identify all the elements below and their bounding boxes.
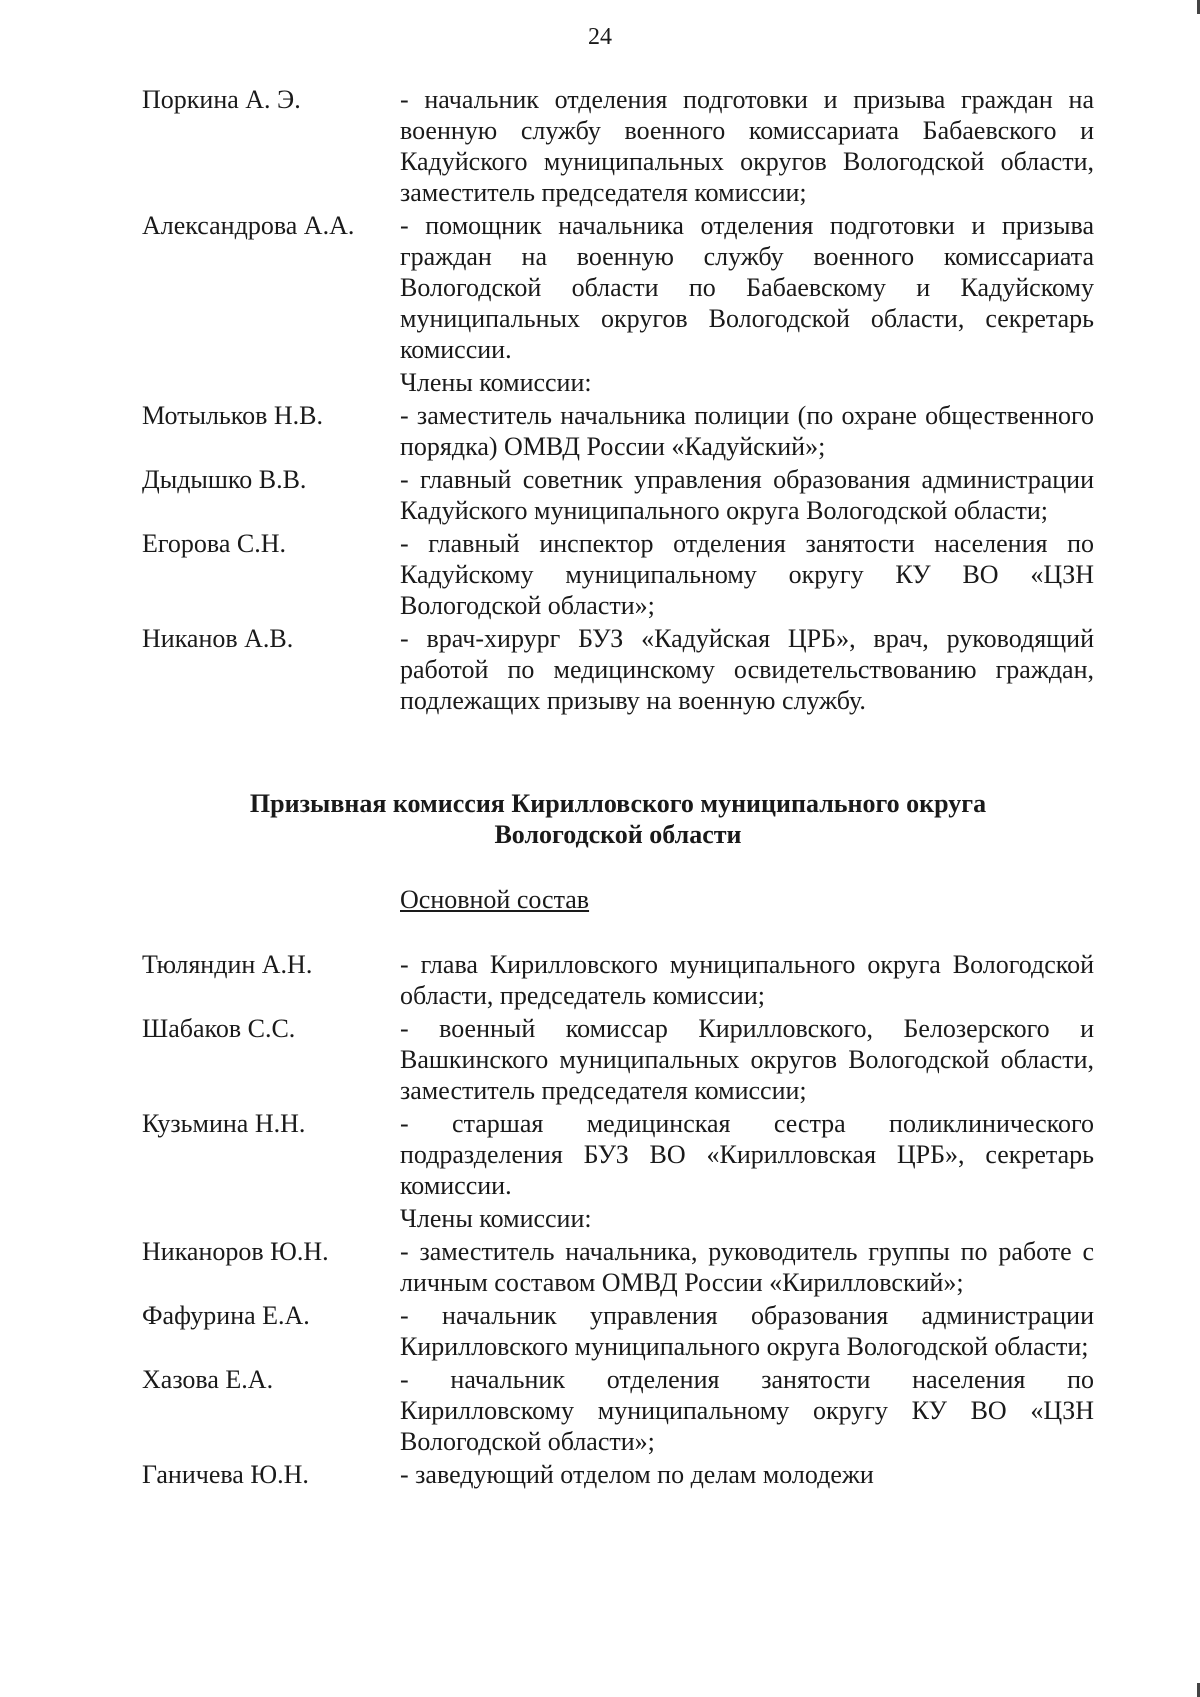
- section-subtitle: Основной состав: [400, 885, 590, 914]
- member-row: [142, 464, 1094, 526]
- commission-block-2: [142, 949, 1094, 1492]
- member-description: - глава Кирилловского муниципального округа Вологодской области, председатель комиссии;: [400, 950, 1094, 1010]
- member-description: - заместитель начальника полиции (по охране общественного порядка) ОМВД России «Кадуйский»;: [400, 401, 1094, 461]
- member-description: - главный советник управления образования администрации Кадуйского муниципального округа Вологодской области;: [400, 465, 1094, 525]
- member-row: [142, 1300, 1094, 1362]
- member-row: [142, 1364, 1094, 1457]
- member-name: Егорова С.Н.: [142, 529, 286, 558]
- member-description: - военный комиссар Кирилловского, Белозерского и Вашкинского муниципальных округов Вологодской области, заместитель председателя комиссии;: [400, 1014, 1094, 1105]
- section-title-line-1: Призывная комиссия Кирилловского муниципального округа: [249, 789, 987, 818]
- member-description: - старшая медицинская сестра поликлинического подразделения БУЗ ВО «Кирилловская ЦРБ», секретарь комиссии.: [400, 1109, 1094, 1200]
- member-name: Никаноров Ю.Н.: [142, 1237, 329, 1266]
- page-number: 24: [588, 24, 612, 50]
- member-description: - начальник отделения подготовки и призыва граждан на военную службу военного комиссариата Бабаевского и Кадуйского муниципальных округов Вологодской области, заместитель председателя комиссии;: [400, 85, 1094, 207]
- member-description: - заместитель начальника, руководитель группы по работе с личным составом ОМВД России «Кирилловский»;: [400, 1237, 1094, 1297]
- member-row: [142, 528, 1094, 621]
- member-row: [142, 84, 1094, 208]
- member-name: Мотыльков Н.В.: [142, 401, 323, 430]
- member-row: [142, 1236, 1094, 1298]
- member-description: - начальник управления образования администрации Кирилловского муниципального округа Вологодской области;: [400, 1301, 1094, 1361]
- member-row: [142, 400, 1094, 462]
- member-description: - заведующий отделом по делам молодежи: [400, 1460, 874, 1489]
- member-name: Фафурина Е.А.: [142, 1301, 310, 1330]
- member-description: - главный инспектор отделения занятости населения по Кадуйскому муниципальному округу КУ ВО «ЦЗН Вологодской области»;: [400, 529, 1094, 620]
- member-row: [142, 1459, 1094, 1490]
- members-label: Члены комиссии:: [400, 1204, 592, 1233]
- member-description: - врач-хирург БУЗ «Кадуйская ЦРБ», врач, руководящий работой по медицинскому освидетельствованию граждан, подлежащих призыву на военную службу.: [400, 624, 1094, 715]
- section-title: [142, 788, 1094, 850]
- member-name: Шабаков С.С.: [142, 1014, 296, 1043]
- member-description: - начальник отделения занятости населения по Кирилловскому муниципальному округу КУ ВО «ЦЗН Вологодской области»;: [400, 1365, 1094, 1456]
- member-name: Хазова Е.А.: [142, 1365, 274, 1394]
- member-name: Кузьмина Н.Н.: [142, 1109, 306, 1138]
- member-name: Поркина А. Э.: [142, 85, 301, 114]
- member-name: Никанов А.В.: [142, 624, 294, 653]
- member-name: Ганичева Ю.Н.: [142, 1460, 309, 1489]
- member-row: [142, 1108, 1094, 1201]
- members-label: Члены комиссии:: [400, 368, 592, 397]
- section-title-line-2: Вологодской области: [494, 820, 742, 849]
- member-name: Дыдышко В.В.: [142, 465, 307, 494]
- member-description: - помощник начальника отделения подготовки и призыва граждан на военную службу военного комиссариата Вологодской области по Бабаевскому и Кадуйскому муниципальных округов Вологодской области, секретарь комиссии.: [400, 211, 1094, 364]
- member-row: [142, 623, 1094, 716]
- member-row: [142, 210, 1094, 365]
- commission-block-1: [142, 84, 1094, 718]
- member-row: [142, 1013, 1094, 1106]
- member-row: [142, 949, 1094, 1011]
- member-name: Александрова А.А.: [142, 211, 355, 240]
- member-name: Тюляндин А.Н.: [142, 950, 313, 979]
